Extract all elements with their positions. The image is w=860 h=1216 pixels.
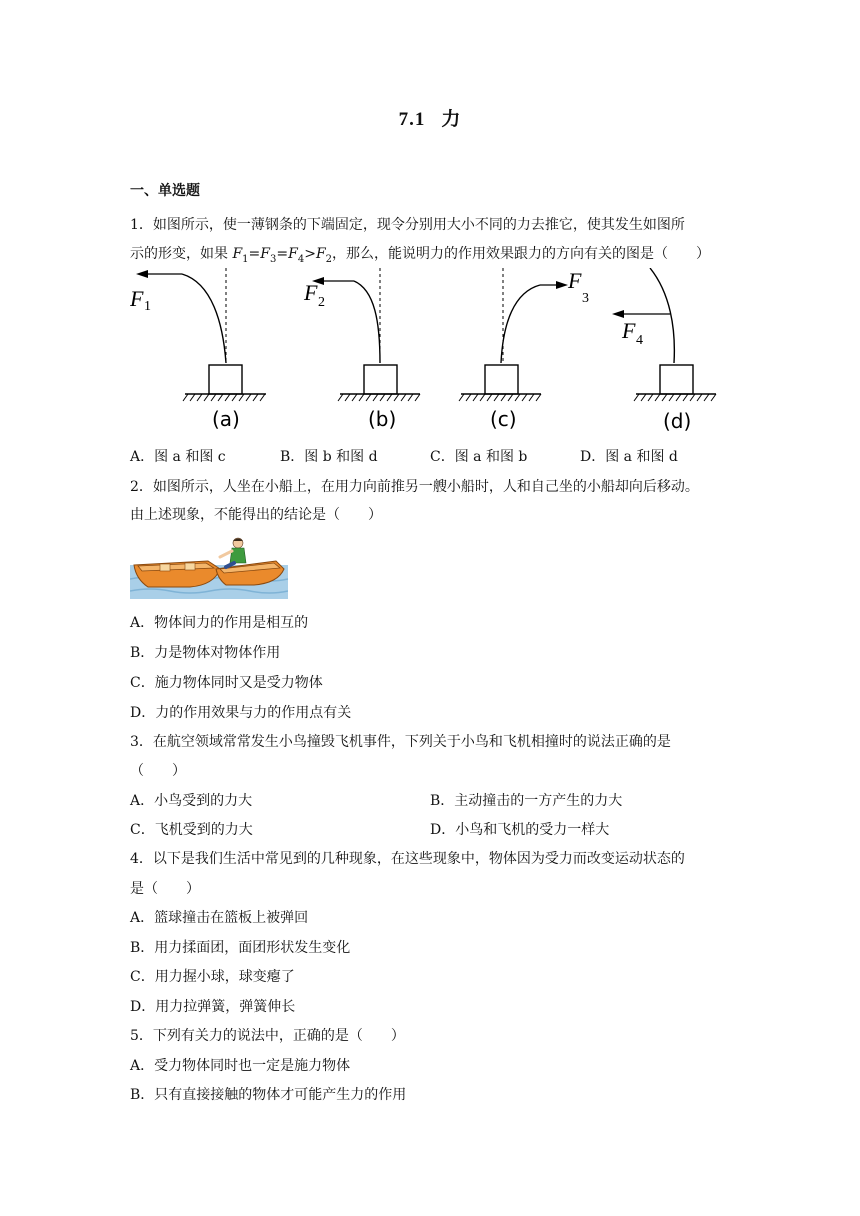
force-label-f1: F <box>130 286 144 311</box>
page-title <box>0 104 860 131</box>
q2-line2: 由上述现象，不能得出的结论是（ ） <box>130 507 382 523</box>
formula-f4: F <box>288 246 298 262</box>
q2-option-b: B．力是物体对物体作用 <box>130 645 281 661</box>
q1-line1: 1．如图所示，使一薄钢条的下端固定，现令分别用大小不同的力去推它，使其发生如图所 <box>130 217 685 233</box>
q1-option-a: A．图 a 和图 c <box>130 449 226 465</box>
q4-option-b: B．用力揉面团，面团形状发生变化 <box>130 940 351 956</box>
panel-label-c: (c) <box>490 407 517 431</box>
q1-option-d: D．图 a 和图 d <box>580 449 678 465</box>
q3-option-d: D．小鸟和飞机的受力一样大 <box>430 822 610 838</box>
q4-option-a: A．篮球撞击在篮板上被弹回 <box>130 910 309 926</box>
panel-a <box>130 268 266 431</box>
q4-option-d: D．用力拉弹簧，弹簧伸长 <box>130 999 296 1015</box>
panel-c <box>459 268 589 431</box>
q2-option-d: D．力的作用效果与力的作用点有关 <box>130 705 352 721</box>
title-number: 7.1 <box>398 109 426 130</box>
q1-line2-pre: 示的形变，如果 <box>130 246 233 262</box>
q5-option-b: B．只有直接接触的物体才可能产生力的作用 <box>130 1087 407 1103</box>
force-sub-4: 4 <box>636 333 643 348</box>
force-sub-3: 3 <box>582 291 589 306</box>
formula-f3: F <box>260 246 270 262</box>
q5-option-a: A．受力物体同时也一定是施力物体 <box>130 1058 351 1074</box>
q3-line2: （ ） <box>130 763 186 779</box>
q3-option-a: A．小鸟受到的力大 <box>130 793 253 809</box>
q4-line2: 是（ ） <box>130 881 200 897</box>
force-steel-strip-figure <box>130 268 730 438</box>
force-label-f2: F <box>304 280 318 305</box>
panel-b <box>303 268 420 431</box>
boat-push-image <box>130 535 288 599</box>
q3-option-c: C．飞机受到的力大 <box>130 822 253 838</box>
title-text: 力 <box>441 108 462 130</box>
panel-d <box>612 268 716 433</box>
formula-gt: > <box>304 246 316 262</box>
panel-label-a: (a) <box>212 407 240 431</box>
formula-sub2: 2 <box>325 253 333 265</box>
q3-line1: 3．在航空领域常常发生小鸟撞毁飞机事件，下列关于小鸟和飞机相撞时的说法正确的是 <box>130 734 671 750</box>
q2-option-a: A．物体间力的作用是相互的 <box>130 615 309 631</box>
q5-line1: 5．下列有关力的说法中，正确的是（ ） <box>130 1028 405 1044</box>
q2-line1: 2．如图所示，人坐在小船上，在用力向前推另一艘小船时，人和自己坐的小船却向后移动。 <box>130 479 699 495</box>
q1-option-c: C．图 a 和图 b <box>430 449 528 465</box>
formula-eq1: = <box>248 246 261 262</box>
formula-sub1: 1 <box>242 253 249 265</box>
formula-f2: F <box>315 246 326 262</box>
formula-sub4: 4 <box>297 253 305 265</box>
formula-sub3: 3 <box>270 253 277 265</box>
q1-option-b: B．图 b 和图 d <box>280 449 378 465</box>
q3-option-b: B．主动撞击的一方产生的力大 <box>430 793 623 809</box>
q2-option-c: C．施力物体同时又是受力物体 <box>130 675 323 691</box>
panel-label-b: (b) <box>368 407 397 431</box>
q4-option-c: C．用力握小球，球变瘪了 <box>130 969 295 985</box>
q4-line1: 4．以下是我们生活中常见到的几种现象，在这些现象中，物体因为受力而改变运动状态的 <box>130 851 685 867</box>
q1-line2 <box>130 243 710 265</box>
formula-f1: F <box>232 246 243 262</box>
section-heading: 一、单选题 <box>130 183 200 199</box>
formula-eq2: = <box>276 246 289 262</box>
force-sub-1: 1 <box>144 299 151 314</box>
force-label-f3: F <box>568 268 582 293</box>
force-sub-2: 2 <box>318 295 325 310</box>
force-label-f4: F <box>622 318 636 343</box>
panel-label-d: (d) <box>663 409 692 433</box>
q1-line2-post: ，那么，能说明力的作用效果跟力的方向有关的图是（ ） <box>332 246 711 262</box>
